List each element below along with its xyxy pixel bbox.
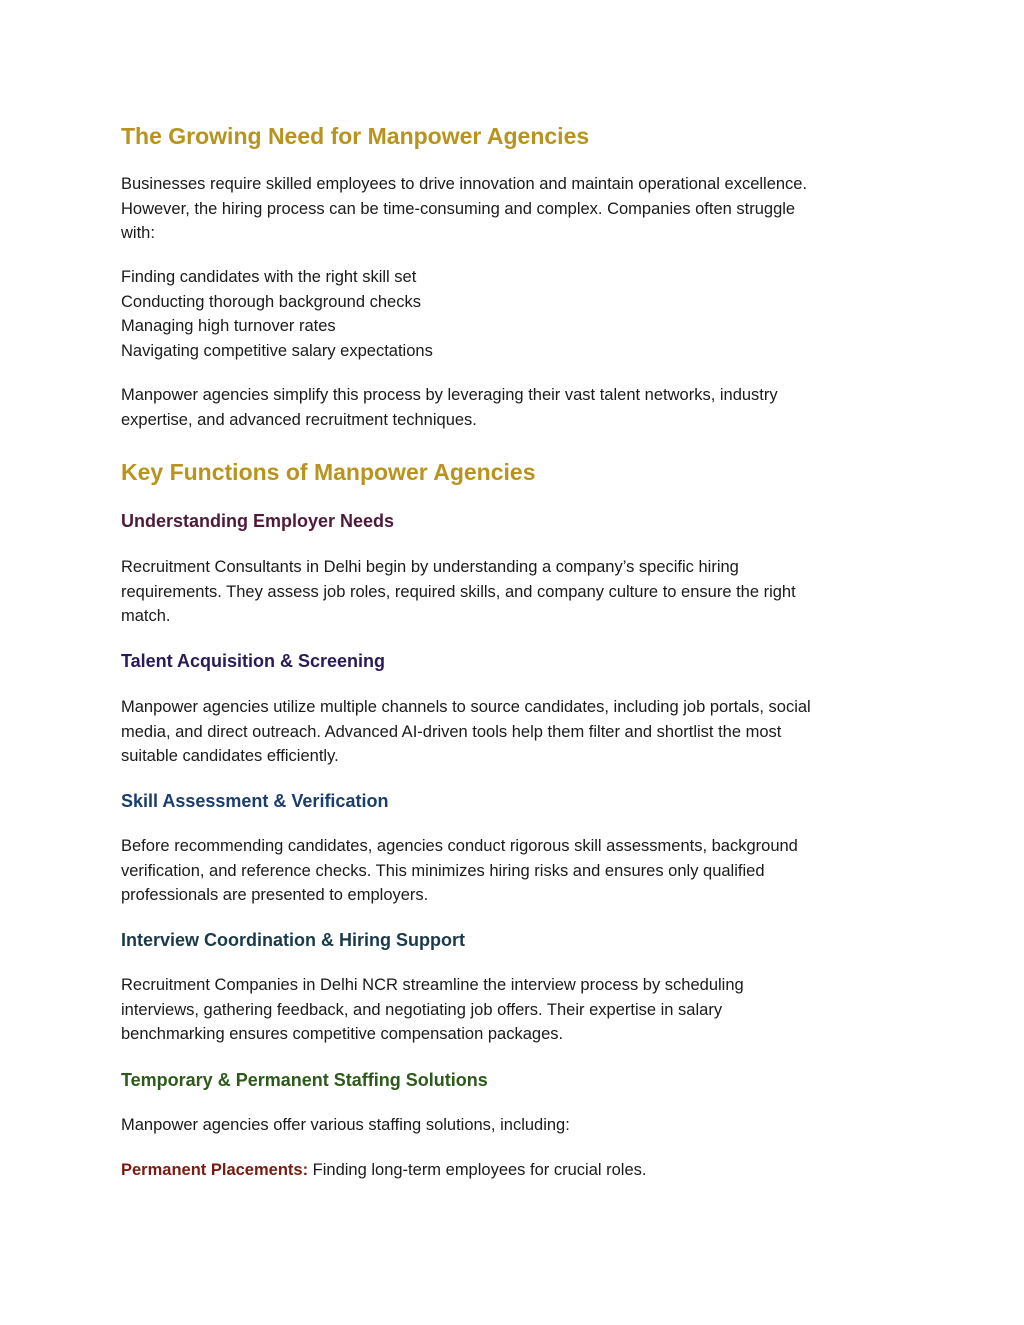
text-line: interviews, gathering feedback, and negotiating job offers. Their expertise in salary <box>121 1000 723 1019</box>
text-line: Businesses require skilled employees to drive innovation and maintain operational excellence. <box>121 175 808 193</box>
subsection-paragraph <box>121 834 901 908</box>
text-line: benchmarking ensures competitive compensation packages. <box>121 1025 564 1043</box>
subsection-paragraph <box>121 555 901 629</box>
text-line: with: <box>121 224 155 242</box>
subsection-heading-staffing-solutions: Temporary & Permanent Staffing Solutions <box>121 1070 488 1090</box>
permanent-placements-text: Finding long-term employees for crucial roles. <box>308 1161 647 1179</box>
text-line: Manpower agencies simplify this process by leveraging their vast talent networks, industry <box>121 386 778 404</box>
text-line: Recruitment Consultants in Delhi begin by understanding a company’s specific hiring <box>121 558 739 576</box>
outro-paragraph <box>121 383 901 432</box>
subsection-heading-skill-assessment: Skill Assessment & Verification <box>121 791 389 811</box>
text-line: verification, and reference checks. This minimizes hiring risks and ensures only qualified <box>121 861 765 880</box>
list-item: Navigating competitive salary expectations <box>121 341 433 360</box>
text-line: suitable candidates efficiently. <box>121 747 339 765</box>
text-line: Manpower agencies offer various staffing solutions, including: <box>121 1116 570 1134</box>
subsection-paragraph <box>121 695 901 769</box>
text-line: Manpower agencies utilize multiple channels to source candidates, including job portals, social <box>121 698 811 716</box>
text-line: media, and direct outreach. Advanced AI-driven tools help them filter and shortlist the most <box>121 722 782 741</box>
subsection-paragraph <box>121 1113 901 1138</box>
text-line: expertise, and advanced recruitment techniques. <box>121 410 477 429</box>
permanent-placements-item <box>121 1158 901 1183</box>
permanent-placements-label: Permanent Placements: <box>121 1161 309 1179</box>
list-item: Finding candidates with the right skill set <box>121 268 417 286</box>
list-item: Conducting thorough background checks <box>121 292 421 311</box>
list-item: Managing high turnover rates <box>121 317 336 335</box>
text-line: professionals are presented to employers. <box>121 886 429 904</box>
intro-paragraph <box>121 172 901 246</box>
struggles-list <box>121 265 901 363</box>
text-line: match. <box>121 607 171 625</box>
text-line <box>121 1158 901 1183</box>
subsection-paragraph <box>121 973 901 1047</box>
subsection-heading-interview-coordination: Interview Coordination & Hiring Support <box>121 930 465 950</box>
section-heading-growing-need: The Growing Need for Manpower Agencies <box>121 123 590 149</box>
text-line: Recruitment Companies in Delhi NCR streamline the interview process by scheduling <box>121 976 744 994</box>
text-line: requirements. They assess job roles, required skills, and company culture to ensure the right <box>121 582 796 601</box>
section-heading-key-functions: Key Functions of Manpower Agencies <box>121 459 536 485</box>
text-line: However, the hiring process can be time-consuming and complex. Companies often struggle <box>121 199 796 218</box>
subsection-heading-talent-acquisition: Talent Acquisition & Screening <box>121 651 386 671</box>
subsection-heading-employer-needs: Understanding Employer Needs <box>121 511 395 531</box>
text-line: Before recommending candidates, agencies conduct rigorous skill assessments, background <box>121 837 798 855</box>
